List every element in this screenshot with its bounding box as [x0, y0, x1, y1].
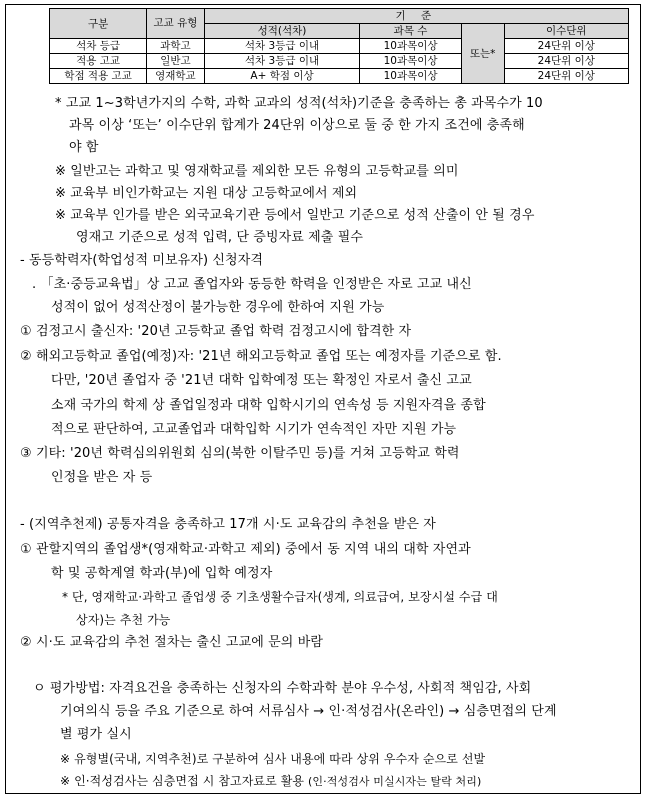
- regional-heading: - (지역추천제) 공통자격을 충족하고 17개 시·도 교육감의 추천을 받은 자: [20, 517, 436, 532]
- row-type: 과학고: [147, 39, 204, 54]
- regional-note: 상자)는 추천 가능: [76, 613, 171, 627]
- note-star-line: * 고교 1~3학년가지의 수학, 과학 교과의 성적(석차)기준을 충족하는 총 과목수가 10: [55, 96, 543, 111]
- equiv-heading: - 동등학력자(학업성적 미보유자) 신청자격: [20, 253, 264, 268]
- header-units: 이수단위: [504, 24, 628, 39]
- evaluation-line: 기여의식 등을 주요 기준으로 하여 서류심사 → 인·적성검사(온라인) → 심층면접의 단계: [60, 704, 557, 719]
- row-grade: 석차 3등급 이내: [204, 39, 360, 54]
- regional-note: * 단, 영재학교·과학고 졸업생 중 기초생활수급자(생계, 의료급여, 보장시설 수급 대: [62, 590, 498, 604]
- evaluation-line: ㅇ 평가방법: 자격요건을 충족하는 신청자의 수학과학 분야 우수성, 사회적 책임감, 사회: [33, 681, 532, 696]
- equiv-item: 인정을 받은 자 등: [51, 470, 153, 485]
- evaluation-line: 별 평가 실시: [60, 727, 132, 742]
- row-category: 석차 등급: [50, 39, 147, 54]
- evaluation-note: [60, 772, 481, 791]
- equiv-intro: 성적이 없어 성적산정이 불가능한 경우에 한하여 지원 가능: [51, 300, 385, 315]
- row-subjects: 10과목이상: [360, 54, 461, 69]
- note-ref: ※ 교육부 비인가학교는 지원 대상 고등학교에서 제외: [55, 186, 358, 201]
- row-type: 일반고: [147, 54, 204, 69]
- header-category: 구분: [50, 9, 147, 39]
- equiv-intro: . 「초·중등교육법」상 고교 졸업자와 동등한 학력을 인정받은 자로 고교 내신: [32, 277, 472, 292]
- table-row: [50, 54, 629, 69]
- note-star-line: 과목 이상 ‘또는’ 이수단위 합계가 24단위 이상으로 둘 중 한 가지 조건에 충족해: [69, 118, 525, 133]
- table-row: [50, 39, 629, 54]
- row-grade: 석차 3등급 이내: [204, 54, 360, 69]
- evaluation-note-small: (인·적성검사 미실시자는 탈락 처리): [308, 775, 482, 788]
- row-grade: A+ 학점 이상: [204, 69, 360, 84]
- equiv-item: 다만, '20년 졸업자 중 '21년 대학 입학예정 또는 확정인 자로서 출신 고교: [51, 373, 472, 388]
- table-row: [50, 69, 629, 84]
- row-units: 24단위 이상: [504, 39, 628, 54]
- row-category: 적용 고교: [50, 54, 147, 69]
- equiv-item: 소재 국가의 학제 상 졸업일정과 대학 입학시기의 연속성 등 지원자격을 종합: [51, 398, 486, 413]
- row-units: 24단위 이상: [504, 69, 628, 84]
- criteria-table: [49, 8, 629, 84]
- row-category: 학점 적용 고교: [50, 69, 147, 84]
- regional-item: 학 및 공학계열 학과(부)에 입학 예정자: [51, 566, 273, 581]
- or-cell: 또는*: [461, 24, 504, 84]
- header-subjects: 과목 수: [360, 24, 461, 39]
- row-subjects: 10과목이상: [360, 39, 461, 54]
- equiv-item: ② 해외고등학교 졸업(예정)자: '21년 해외고등학교 졸업 또는 예정자를 기준으로 함.: [20, 349, 502, 364]
- row-subjects: 10과목이상: [360, 69, 461, 84]
- row-units: 24단위 이상: [504, 54, 628, 69]
- evaluation-note-main: ※ 인·적성검사는 심층면접 시 참고자료로 활용: [60, 774, 305, 788]
- note-ref: ※ 교육부 인가를 받은 외국교육기관 등에서 일반고 기준으로 성적 산출이 안 될 경우: [55, 208, 535, 223]
- equiv-item: ③ 기타: '20년 학력심의위원회 심의(북한 이탈주민 등)를 거쳐 고등학교 학력: [20, 446, 460, 461]
- note-star-line: 야 함: [69, 140, 99, 155]
- regional-item: ① 관할지역의 졸업생*(영재학교·과학고 제외) 중에서 동 지역 내의 대학 자연과: [20, 542, 471, 557]
- header-grade: 성적(석차): [204, 24, 360, 39]
- evaluation-note: ※ 유형별(국내, 지역추천)로 구분하여 심사 내용에 따라 상위 우수자 순으로 선발: [60, 752, 486, 766]
- note-ref: ※ 일반고는 과학고 및 영재학교를 제외한 모든 유형의 고등학교를 의미: [55, 164, 459, 179]
- header-criteria: 기 준: [204, 9, 628, 24]
- row-type: 영재학교: [147, 69, 204, 84]
- note-ref: 영재고 기준으로 성적 입력, 단 증빙자료 제출 필수: [76, 230, 364, 245]
- regional-item: ② 시·도 교육감의 추천 절차는 출신 고교에 문의 바람: [20, 635, 324, 650]
- header-school-type: 고교 유형: [147, 9, 204, 39]
- equiv-item: ① 검정고시 출신자: '20년 고등학교 졸업 학력 검정고시에 합격한 자: [20, 324, 412, 339]
- equiv-item: 적으로 판단하여, 고교졸업과 대학입학 시기가 연속적인 자만 지원 가능: [51, 422, 457, 437]
